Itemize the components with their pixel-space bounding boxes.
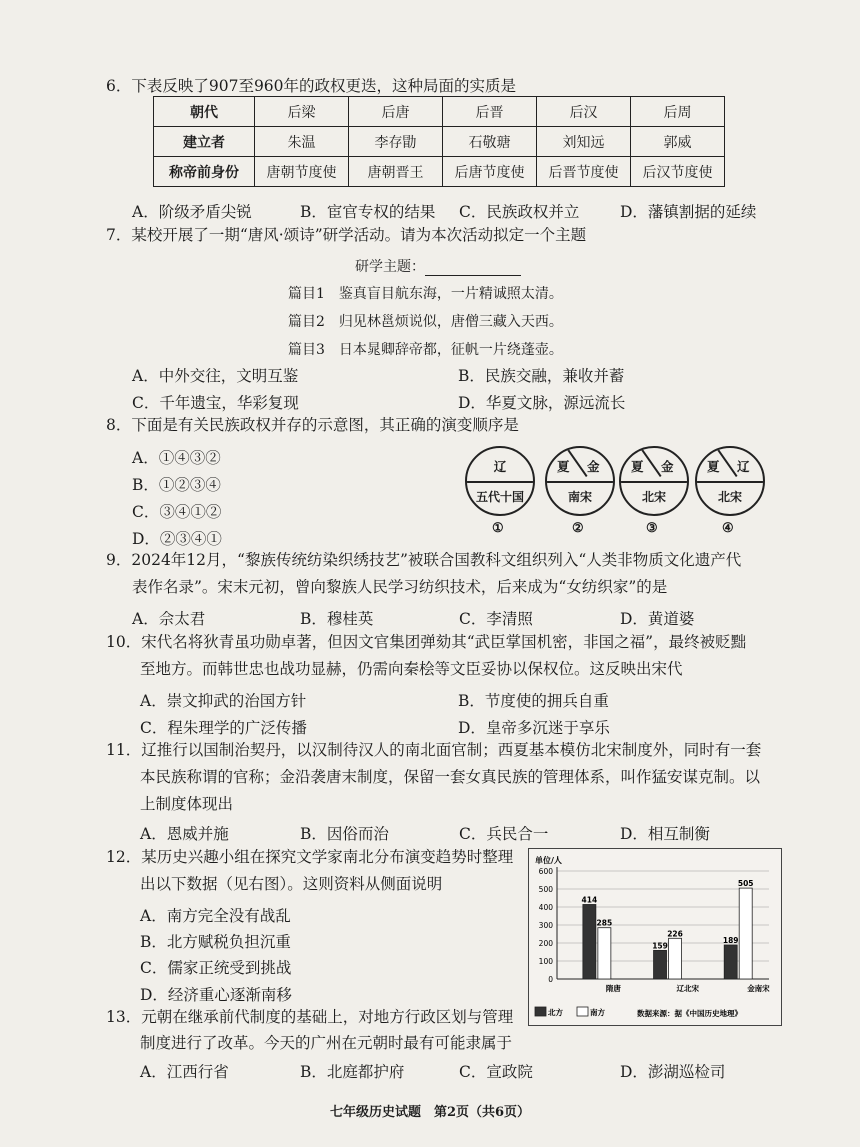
x-tick-label: 隋唐 bbox=[605, 984, 621, 993]
circle-bottom-label: 北宋 bbox=[717, 490, 742, 504]
q12-option-d[interactable]: D．经济重心逐渐南移 bbox=[140, 986, 292, 1004]
table-cell: 后汉节度使 bbox=[631, 157, 725, 187]
regime-circle-4 bbox=[695, 446, 765, 516]
regime-circle-3 bbox=[619, 446, 689, 516]
circle-top-label: 辽 bbox=[737, 459, 750, 474]
q7-option-c[interactable]: C．千年遗宝，华彩复现 bbox=[132, 394, 299, 412]
q10-stem-line-2: 至地方。而韩世忠也战功显赫，仍需向秦桧等文臣妥协以保权位。这反映出宋代 bbox=[140, 660, 683, 678]
circle-slash bbox=[717, 449, 738, 477]
circle-number: ③ bbox=[646, 521, 658, 536]
q12-stem-line-2: 出以下数据（见右图）。这则资料从侧面说明 bbox=[140, 875, 443, 893]
q12-chart bbox=[528, 848, 782, 1026]
q9-option-a[interactable]: A．佘太君 bbox=[132, 610, 206, 628]
table-cell: 郭威 bbox=[631, 127, 725, 157]
x-tick-label: 金南宋 bbox=[747, 984, 770, 993]
q8-option-b[interactable]: B．①②③④ bbox=[132, 476, 221, 494]
table-cell: 石敬瑭 bbox=[443, 127, 537, 157]
table-row-header: 朝代 bbox=[154, 97, 255, 127]
table-row bbox=[154, 127, 725, 157]
circle-divider bbox=[697, 481, 763, 483]
q6-option-b[interactable]: B．宦官专权的结果 bbox=[300, 203, 436, 221]
legend-swatch bbox=[535, 1007, 546, 1016]
q8-option-c[interactable]: C．③④①② bbox=[132, 503, 222, 521]
chart-bar bbox=[724, 945, 737, 979]
chart-ylabel: 单位/人 bbox=[535, 856, 562, 865]
bar-chart-svg bbox=[529, 849, 781, 1025]
page-footer: 七年级历史试题 第2页（共6页） bbox=[329, 1105, 531, 1120]
circle-top-label: 金 bbox=[587, 459, 600, 474]
circle-bottom-label: 北宋 bbox=[641, 490, 666, 504]
q12-option-a[interactable]: A．南方完全没有战乱 bbox=[140, 907, 291, 925]
q7-theme-label: 研学主题： bbox=[355, 259, 425, 275]
q7-line-1: 篇目1 鉴真盲目航东海，一片精诚照太清。 bbox=[288, 286, 563, 302]
chart-bar bbox=[583, 904, 596, 979]
regime-circle-2 bbox=[545, 446, 615, 516]
q12-stem-line-1: 12．某历史兴趣小组在探究文学家南北分布演变趋势时整理 bbox=[106, 848, 514, 866]
table-cell: 后唐节度使 bbox=[443, 157, 537, 187]
q7-line-3: 篇目3 日本晁卿辞帝都，征帆一片绕蓬壶。 bbox=[288, 342, 563, 358]
q7-stem: 7．某校开展了一期“唐风·颂诗”研学活动。请为本次活动拟定一个主题 bbox=[106, 226, 587, 244]
q9-option-c[interactable]: C．李清照 bbox=[459, 610, 533, 628]
q10-option-b[interactable]: B．节度使的拥兵自重 bbox=[458, 692, 609, 710]
q9-option-b[interactable]: B．穆桂英 bbox=[300, 610, 374, 628]
bar-data-label: 505 bbox=[737, 879, 754, 889]
circle-number: ① bbox=[492, 521, 504, 536]
table-cell: 后梁 bbox=[255, 97, 349, 127]
table-row bbox=[154, 157, 725, 187]
y-tick-label: 600 bbox=[538, 867, 553, 876]
q11-stem-line-1: 11．辽推行以国制治契丹，以汉制待汉人的南北面官制；西夏基本模仿北宋制度外，同时有一套 bbox=[106, 741, 762, 759]
regime-circle-1 bbox=[465, 446, 535, 516]
q13-stem-line-1: 13．元朝在继承前代制度的基础上，对地方行政区划与管理 bbox=[106, 1008, 514, 1026]
table-row-header: 称帝前身份 bbox=[154, 157, 255, 187]
circle-divider bbox=[467, 481, 533, 483]
bar-data-label: 414 bbox=[581, 895, 598, 905]
legend-swatch bbox=[577, 1007, 588, 1016]
chart-bar bbox=[739, 888, 752, 979]
circle-top-label: 辽 bbox=[493, 459, 507, 474]
legend-label: 南方 bbox=[590, 1008, 605, 1017]
circle-number: ② bbox=[572, 521, 584, 536]
q8-stem: 8．下面是有关民族政权并存的示意图，其正确的演变顺序是 bbox=[106, 416, 519, 434]
chart-bar bbox=[598, 928, 611, 979]
q10-option-a[interactable]: A．崇文抑武的治国方针 bbox=[140, 692, 307, 710]
q13-stem-line-2: 制度进行了改革。今天的广州在元朝时最有可能隶属于 bbox=[140, 1034, 513, 1052]
q7-option-a[interactable]: A．中外交往，文明互鉴 bbox=[132, 367, 299, 385]
table-cell: 后晋 bbox=[443, 97, 537, 127]
circle-number: ④ bbox=[722, 521, 734, 536]
circle-top-label: 夏 bbox=[707, 459, 720, 474]
q10-option-c[interactable]: C．程朱理学的广泛传播 bbox=[140, 719, 307, 737]
q6-stem: 6．下表反映了907至960年的政权更迭，这种局面的实质是 bbox=[106, 77, 517, 95]
q10-option-d[interactable]: D．皇帝多沉迷于享乐 bbox=[458, 719, 610, 737]
q9-stem-line-1: 9．2024年12月，“黎族传统纺染织绣技艺”被联合国教科文组织列入“人类非物质文化遗产代 bbox=[106, 551, 742, 569]
table-cell: 后汉 bbox=[537, 97, 631, 127]
circle-bottom-label: 南宋 bbox=[567, 490, 592, 504]
table-cell: 后周 bbox=[631, 97, 725, 127]
circle-bottom-label: 五代十国 bbox=[475, 490, 524, 504]
circle-top-label: 夏 bbox=[631, 459, 644, 474]
y-tick-label: 300 bbox=[538, 921, 553, 930]
table-cell: 李存勖 bbox=[349, 127, 443, 157]
q6-table bbox=[153, 96, 725, 187]
q11-option-a[interactable]: A．恩威并施 bbox=[140, 825, 229, 843]
y-tick-label: 500 bbox=[538, 885, 553, 894]
table-cell: 后唐 bbox=[349, 97, 443, 127]
y-tick-label: 400 bbox=[538, 903, 553, 912]
q6-option-c[interactable]: C．民族政权并立 bbox=[459, 203, 580, 221]
chart-source: 数据来源：据《中国历史地理》 bbox=[637, 1009, 742, 1018]
q8-option-d[interactable]: D．②③④① bbox=[132, 530, 222, 548]
q11-stem-line-2: 本民族称谓的官称；金沿袭唐末制度，保留一套女真民族的管理体系，叫作猛安谋克制。以 bbox=[140, 768, 761, 786]
circle-top-label: 夏 bbox=[557, 459, 570, 474]
circle-top-label: 金 bbox=[661, 459, 674, 474]
table-cell: 后晋节度使 bbox=[537, 157, 631, 187]
q13-option-a[interactable]: A．江西行省 bbox=[140, 1063, 229, 1081]
bar-data-label: 159 bbox=[652, 941, 668, 951]
circle-divider bbox=[621, 481, 687, 483]
q7-option-b[interactable]: B．民族交融，兼收并蓄 bbox=[458, 367, 625, 385]
q11-option-c[interactable]: C．兵民合一 bbox=[459, 825, 549, 843]
q10-stem-line-1: 10．宋代名将狄青虽功勋卓著，但因文官集团弹劾其“武臣掌国机密，非国之福”，最终被贬黜 bbox=[106, 633, 747, 651]
q6-option-d[interactable]: D．藩镇割据的延续 bbox=[620, 203, 757, 221]
q7-option-d[interactable]: D．华夏文脉，源远流长 bbox=[458, 394, 626, 412]
table-cell: 刘知远 bbox=[537, 127, 631, 157]
q13-option-c[interactable]: C．宣政院 bbox=[459, 1063, 533, 1081]
bar-data-label: 189 bbox=[722, 935, 739, 945]
q11-stem-line-3: 上制度体现出 bbox=[140, 795, 234, 813]
q8-option-a[interactable]: A．①④③② bbox=[132, 449, 221, 467]
table-row bbox=[154, 97, 725, 127]
y-tick-label: 0 bbox=[548, 975, 553, 984]
q11-option-d[interactable]: D．相互制衡 bbox=[620, 825, 710, 843]
chart-bar bbox=[669, 938, 682, 979]
circle-divider bbox=[547, 481, 613, 483]
q7-theme-line bbox=[355, 256, 521, 276]
circle-slash bbox=[641, 449, 662, 477]
table-row-header: 建立者 bbox=[154, 127, 255, 157]
table-cell: 朱温 bbox=[255, 127, 349, 157]
x-tick-label: 辽北宋 bbox=[676, 984, 700, 993]
legend-label: 北方 bbox=[548, 1008, 563, 1017]
circle-slash bbox=[567, 449, 588, 477]
chart-bar bbox=[654, 950, 667, 979]
q11-option-b[interactable]: B．因俗而治 bbox=[300, 825, 389, 843]
bar-data-label: 285 bbox=[596, 918, 613, 928]
q13-option-b[interactable]: B．北庭都护府 bbox=[300, 1063, 405, 1081]
y-tick-label: 100 bbox=[538, 957, 553, 966]
q13-option-d[interactable]: D．澎湖巡检司 bbox=[620, 1063, 726, 1081]
q9-option-d[interactable]: D．黄道婆 bbox=[620, 610, 695, 628]
q9-stem-line-2: 表作名录”。宋末元初，曾向黎族人民学习纺织技术，后来成为“女纺织家”的是 bbox=[132, 578, 668, 596]
bar-data-label: 226 bbox=[667, 929, 683, 939]
q7-theme-blank[interactable] bbox=[425, 261, 521, 276]
table-cell: 唐朝晋王 bbox=[349, 157, 443, 187]
q12-option-c[interactable]: C．儒家正统受到挑战 bbox=[140, 959, 292, 977]
table-cell: 唐朝节度使 bbox=[255, 157, 349, 187]
q12-option-b[interactable]: B．北方赋税负担沉重 bbox=[140, 933, 291, 951]
q6-option-a[interactable]: A．阶级矛盾尖锐 bbox=[132, 203, 252, 221]
y-tick-label: 200 bbox=[538, 939, 553, 948]
q7-line-2: 篇目2 归见林邕烦说似，唐僧三藏入天西。 bbox=[288, 314, 563, 330]
